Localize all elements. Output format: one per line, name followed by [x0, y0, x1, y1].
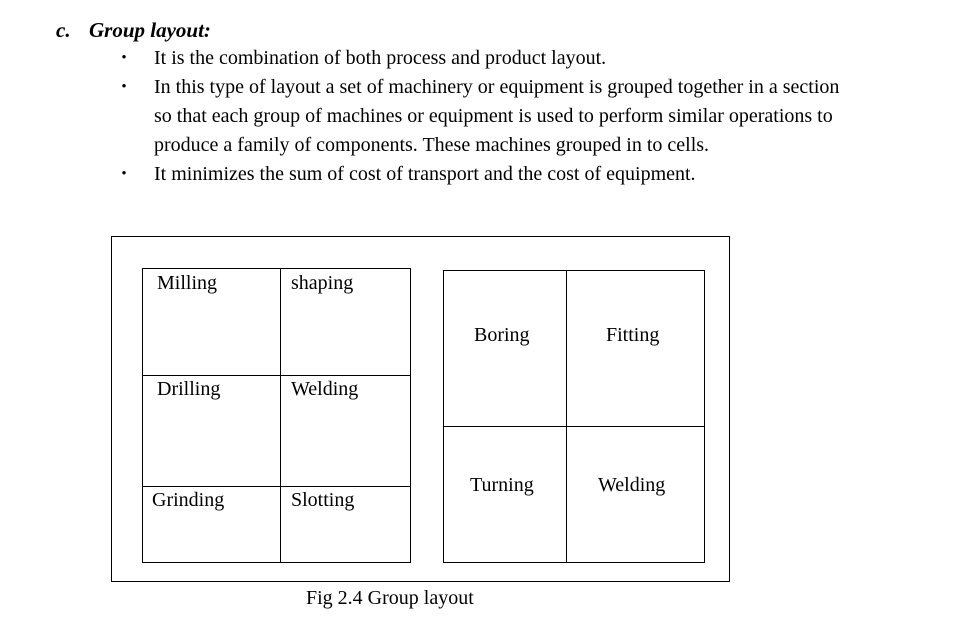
bullet-text: It is the combination of both process and product layout.	[154, 47, 607, 69]
cell-welding-left: Welding	[291, 378, 359, 400]
grid-divider	[444, 426, 704, 427]
cell-shaping: shaping	[291, 272, 354, 294]
cell-fitting: Fitting	[606, 324, 660, 346]
bullet-icon: •	[121, 166, 127, 182]
bullet-list	[117, 44, 857, 189]
left-machine-grid	[142, 268, 411, 563]
cell-milling: Milling	[157, 272, 218, 294]
grid-divider	[143, 375, 410, 376]
cell-boring: Boring	[474, 324, 530, 346]
section-heading	[56, 16, 211, 44]
cell-grinding: Grinding	[152, 489, 225, 511]
section-title: Group layout:	[89, 18, 211, 42]
right-machine-grid	[443, 270, 705, 563]
cell-turning: Turning	[470, 474, 534, 496]
list-item	[117, 73, 857, 160]
bullet-text: In this type of layout a set of machinery or equipment is grouped together in a section so that each group of machines or equipment is used to perform similar operations to produce a family of components. These machines grouped in to cells.	[154, 76, 840, 156]
bullet-text: It minimizes the sum of cost of transport and the cost of equipment.	[154, 163, 696, 185]
cell-slotting: Slotting	[291, 489, 355, 511]
list-item	[117, 44, 857, 73]
grid-divider	[143, 486, 410, 487]
grid-divider	[280, 269, 281, 562]
figure-caption: Fig 2.4 Group layout	[306, 587, 474, 609]
figure-frame	[111, 236, 730, 582]
list-item	[117, 160, 857, 189]
bullet-icon: •	[121, 50, 127, 66]
cell-welding-right: Welding	[598, 474, 666, 496]
cell-drilling: Drilling	[157, 378, 221, 400]
grid-divider	[566, 271, 567, 562]
section-marker: c.	[56, 18, 71, 42]
bullet-icon: •	[121, 79, 127, 95]
